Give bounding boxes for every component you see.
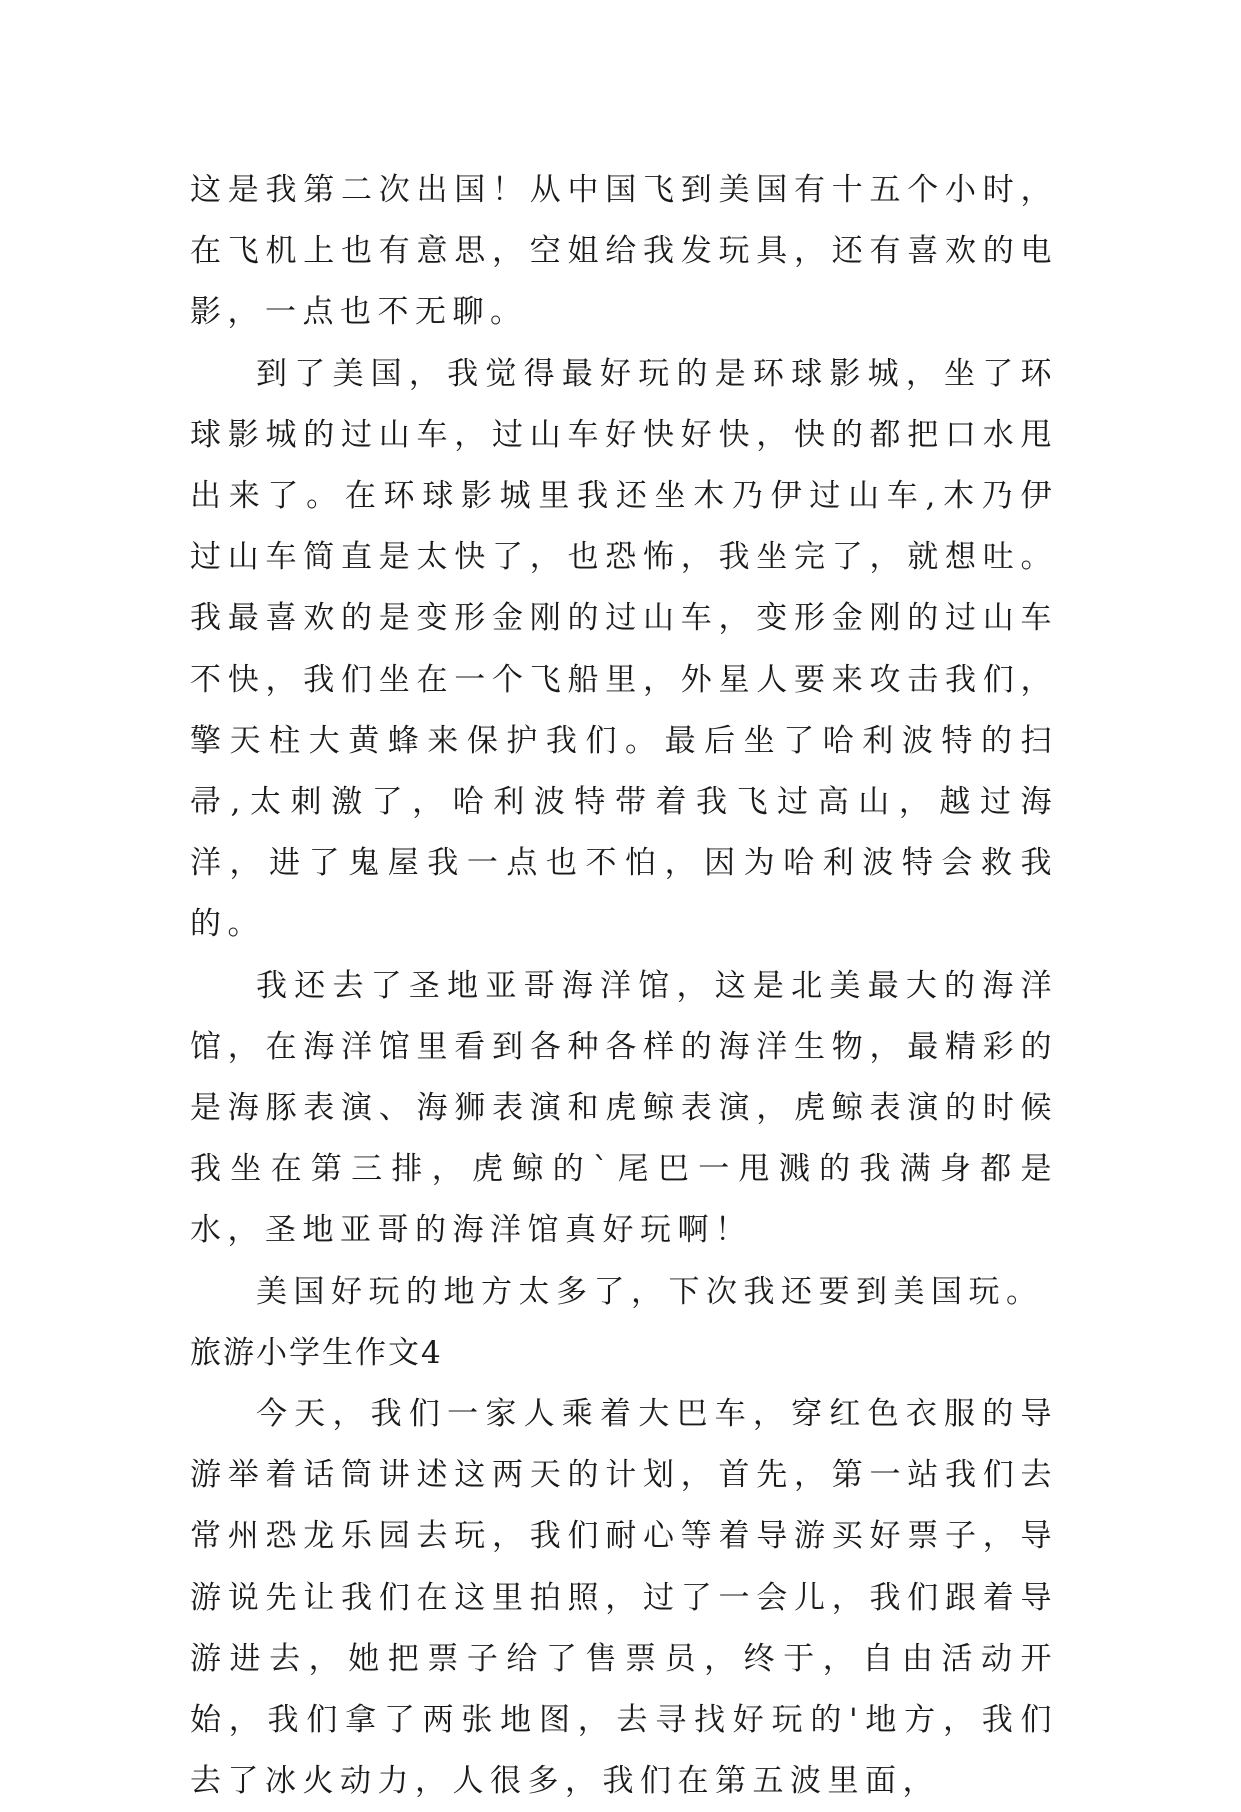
paragraph-seaworld: 我还去了圣地亚哥海洋馆，这是北美最大的海洋馆，在海洋馆里看到各种各样的海洋生物，最精彩的是海豚表演、海狮表演和虎鲸表演，虎鲸表演的时候我坐在第三排，虎鲸的`尾巴一甩溅的我满身都是水，圣地亚哥的海洋馆真好玩啊！ [190,967,1058,1249]
paragraph-universal-studios: 到了美国，我觉得最好玩的是环球影城，坐了环球影城的过山车，过山车好快好快，快的都把口水甩出来了。在环球影城里我还坐木乃伊过山车,木乃伊过山车简直是太快了，也恐怖，我坐完了，就想吐。我最喜欢的是变形金刚的过山车，变形金刚的过山车不快，我们坐在一个飞船里，外星人要来攻击我们，擎天柱大黄蜂来保护我们。最后坐了哈利波特的扫帚,太刺激了，哈利波特带着我飞过高山，越过海洋，进了鬼屋我一点也不怕，因为哈利波特会救我的。 [190,355,1058,943]
paragraph-dinosaur-park: 今天，我们一家人乘着大巴车，穿红色衣服的导游举着话筒讲述这两天的计划，首先，第一站我们去常州恐龙乐园去玩，我们耐心等着导游买好票子，导游说先让我们在这里拍照，过了一会儿，我们跟着导游进去，她把票子给了售票员，终于，自由活动开始，我们拿了两张地图，去寻找好玩的'地方，我们去了冰火动力，人很多，我们在第五波里面， [190,1396,1058,1800]
document-body [190,160,1058,1812]
section-heading: 旅游小学生作文4 [190,1334,443,1371]
paragraph-intro: 这是我第二次出国！从中国飞到美国有十五个小时，在飞机上也有意思，空姐给我发玩具，还有喜欢的电影，一点也不无聊。 [190,172,1058,331]
paragraph-conclusion: 美国好玩的地方太多了，下次我还要到美国玩。 [256,1273,1044,1310]
